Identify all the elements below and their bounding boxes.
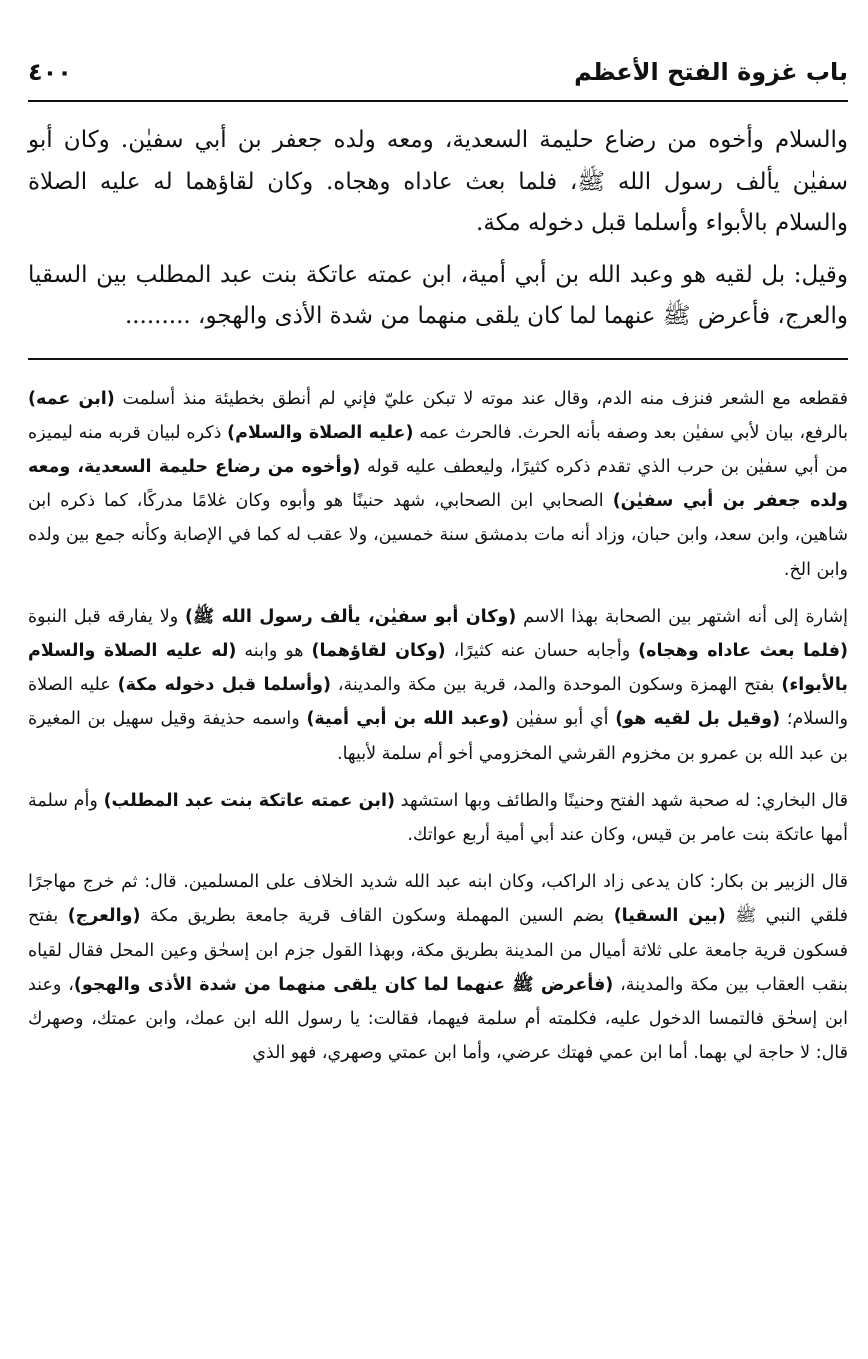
chapter-title: باب غزوة الفتح الأعظم	[574, 58, 848, 86]
commentary-text: واسمه حذيفة وقيل سهيل بن المغيرة بن عبد الله بن عمرو بن مخزوم القرشي المخزومي أخو أم سلمة لأبيها.	[28, 709, 848, 764]
commentary-text: فقطعه مع الشعر فنزف منه الدم، وقال عند موته لا تبكن عليّ فإني لم أنطق بخطيئة منذ أسلمت	[114, 388, 848, 409]
commentary-text: الصحابي ابن الصحابي، شهد حنينًا هو وأبوه وكان غلامًا مدركًا، كما ذكره ابن شاهين، وابن سعد، وابن حبان، وزاد أنه مات بدمشق سنة خمسين، ولا عقب له كما في الإصابة وكأنه جمع بين ولده وابن الخ.	[28, 491, 848, 580]
commentary-text: وأجابه حسان عنه كثيرًا،	[445, 640, 639, 661]
quoted-main-text: (وأخوه من رضاع حليمة السعدية، ومعه ولده جعفر بن أبي سفيٰن)	[28, 456, 848, 512]
quoted-main-text: (وأسلما قبل دخوله مكة)	[117, 675, 331, 696]
quoted-main-text: (عليه الصلاة والسلام)	[227, 422, 414, 443]
commentary-paragraph	[28, 382, 848, 587]
commentary-paragraph	[28, 784, 848, 852]
quoted-main-text: (وعبد الله بن أبي أمية)	[306, 709, 509, 730]
commentary-text: بالرفع، بيان لأبي سفيٰن بعد وصفه بأنه الحرث. فالحرث عمه	[413, 422, 848, 443]
commentary-text: عليه الصلاة والسلام؛	[28, 675, 848, 730]
commentary-paragraph	[28, 600, 848, 771]
quoted-main-text: (ابن عمته عاتكة بنت عبد المطلب)	[103, 790, 395, 811]
quoted-main-text: (له عليه الصلاة والسلام بالأبواء)	[28, 640, 848, 696]
main-text	[28, 120, 848, 338]
quoted-main-text: (فأعرض ﷺ عنهما لما كان يلقى منهما من شدة الأذى والهجو)	[73, 974, 614, 995]
commentary-text: بفتح فسكون قرية جامعة على ثلاثة أميال من المدينة بطريق مكة، وبهذا القول جزم ابن إسحٰق وعين المحل فقال لقياه بنقب العقاب بين مكة والمدينة،	[28, 906, 849, 995]
quoted-main-text: (وقيل بل لقيه هو)	[615, 709, 781, 730]
commentary-text: وأم سلمة أمها عاتكة بنت عامر بن قيس، وكان عند أبي أمية أربع عواتك.	[28, 790, 848, 845]
commentary-divider	[28, 358, 848, 360]
book-page	[28, 40, 848, 1083]
commentary-text: قال البخاري: له صحبة شهد الفتح وحنينًا والطائف وبها استشهد	[394, 790, 848, 811]
quoted-main-text: (والعرج)	[67, 906, 141, 927]
quoted-main-text: (وكان لقاؤهما)	[311, 640, 446, 661]
commentary-text: بضم السين المهملة وسكون القاف قرية جامعة بطريق مكة	[140, 906, 614, 927]
commentary-text: هو وابنه	[236, 640, 312, 661]
commentary-text: قال الزبير بن بكار: كان يدعى زاد الراكب، وكان ابنه عبد الله شديد الخلاف على المسلمين. قال: ثم خرج مهاجرًا فلقي النبي ﷺ	[28, 872, 848, 927]
page-header	[28, 40, 848, 86]
commentary-text: بفتح الهمزة وسكون الموحدة والمد، قرية بين مكة والمدينة،	[330, 675, 782, 696]
quoted-main-text: (فلما بعث عاداه وهجاه)	[638, 640, 848, 661]
page-number: ٤٠٠	[28, 58, 72, 86]
commentary-text: ذكره لبيان قربه منه ليميزه من أبي سفيٰن بن حرب الذي تقدم ذكره كثيرًا، وليعطف عليه قوله	[28, 422, 848, 477]
commentary-text: ولا يفارقه قبل النبوة	[28, 606, 186, 627]
commentary-text: ، وعند ابن إسحٰق فالتمسا الدخول عليه، فكلمته أم سلمة فيهما، فقالت: يا رسول الله ابن عمك، وابن عمتك، وصهرك قال: لا حاجة لي بهما. أما ابن عمي فهتك عرضي، وأما ابن عمتي وصهري، فهو الذي	[28, 974, 848, 1064]
main-paragraph: وقيل: بل لقيه هو وعبد الله بن أبي أمية، ابن عمته عاتكة بنت عبد المطلب بين السقيا والعرج، فأعرض ﷺ عنهما لما كان يلقى منهما من شدة الأذى والهجو، .........	[28, 261, 848, 329]
quoted-main-text: (ابن عمه)	[28, 388, 115, 409]
quoted-main-text: (بين السقيا)	[613, 906, 726, 927]
commentary	[28, 382, 848, 1071]
main-paragraph: والسلام وأخوه من رضاع حليمة السعدية، ومعه ولده جعفر بن أبي سفيٰن. وكان أبو سفيٰن يألف رسول الله ﷺ، فلما بعث عاداه وهجاه. وكان لقاؤهما له عليه الصلاة والسلام بالأبواء وأسلما قبل دخوله مكة.	[28, 127, 848, 236]
quoted-main-text: (وكان أبو سفيٰن، يألف رسول الله ﷺ)	[185, 606, 517, 627]
commentary-paragraph	[28, 865, 848, 1070]
commentary-text: إشارة إلى أنه اشتهر بين الصحابة بهذا الاسم	[516, 606, 848, 627]
commentary-text: أي أبو سفيٰن	[508, 709, 616, 730]
header-rule	[28, 100, 848, 102]
